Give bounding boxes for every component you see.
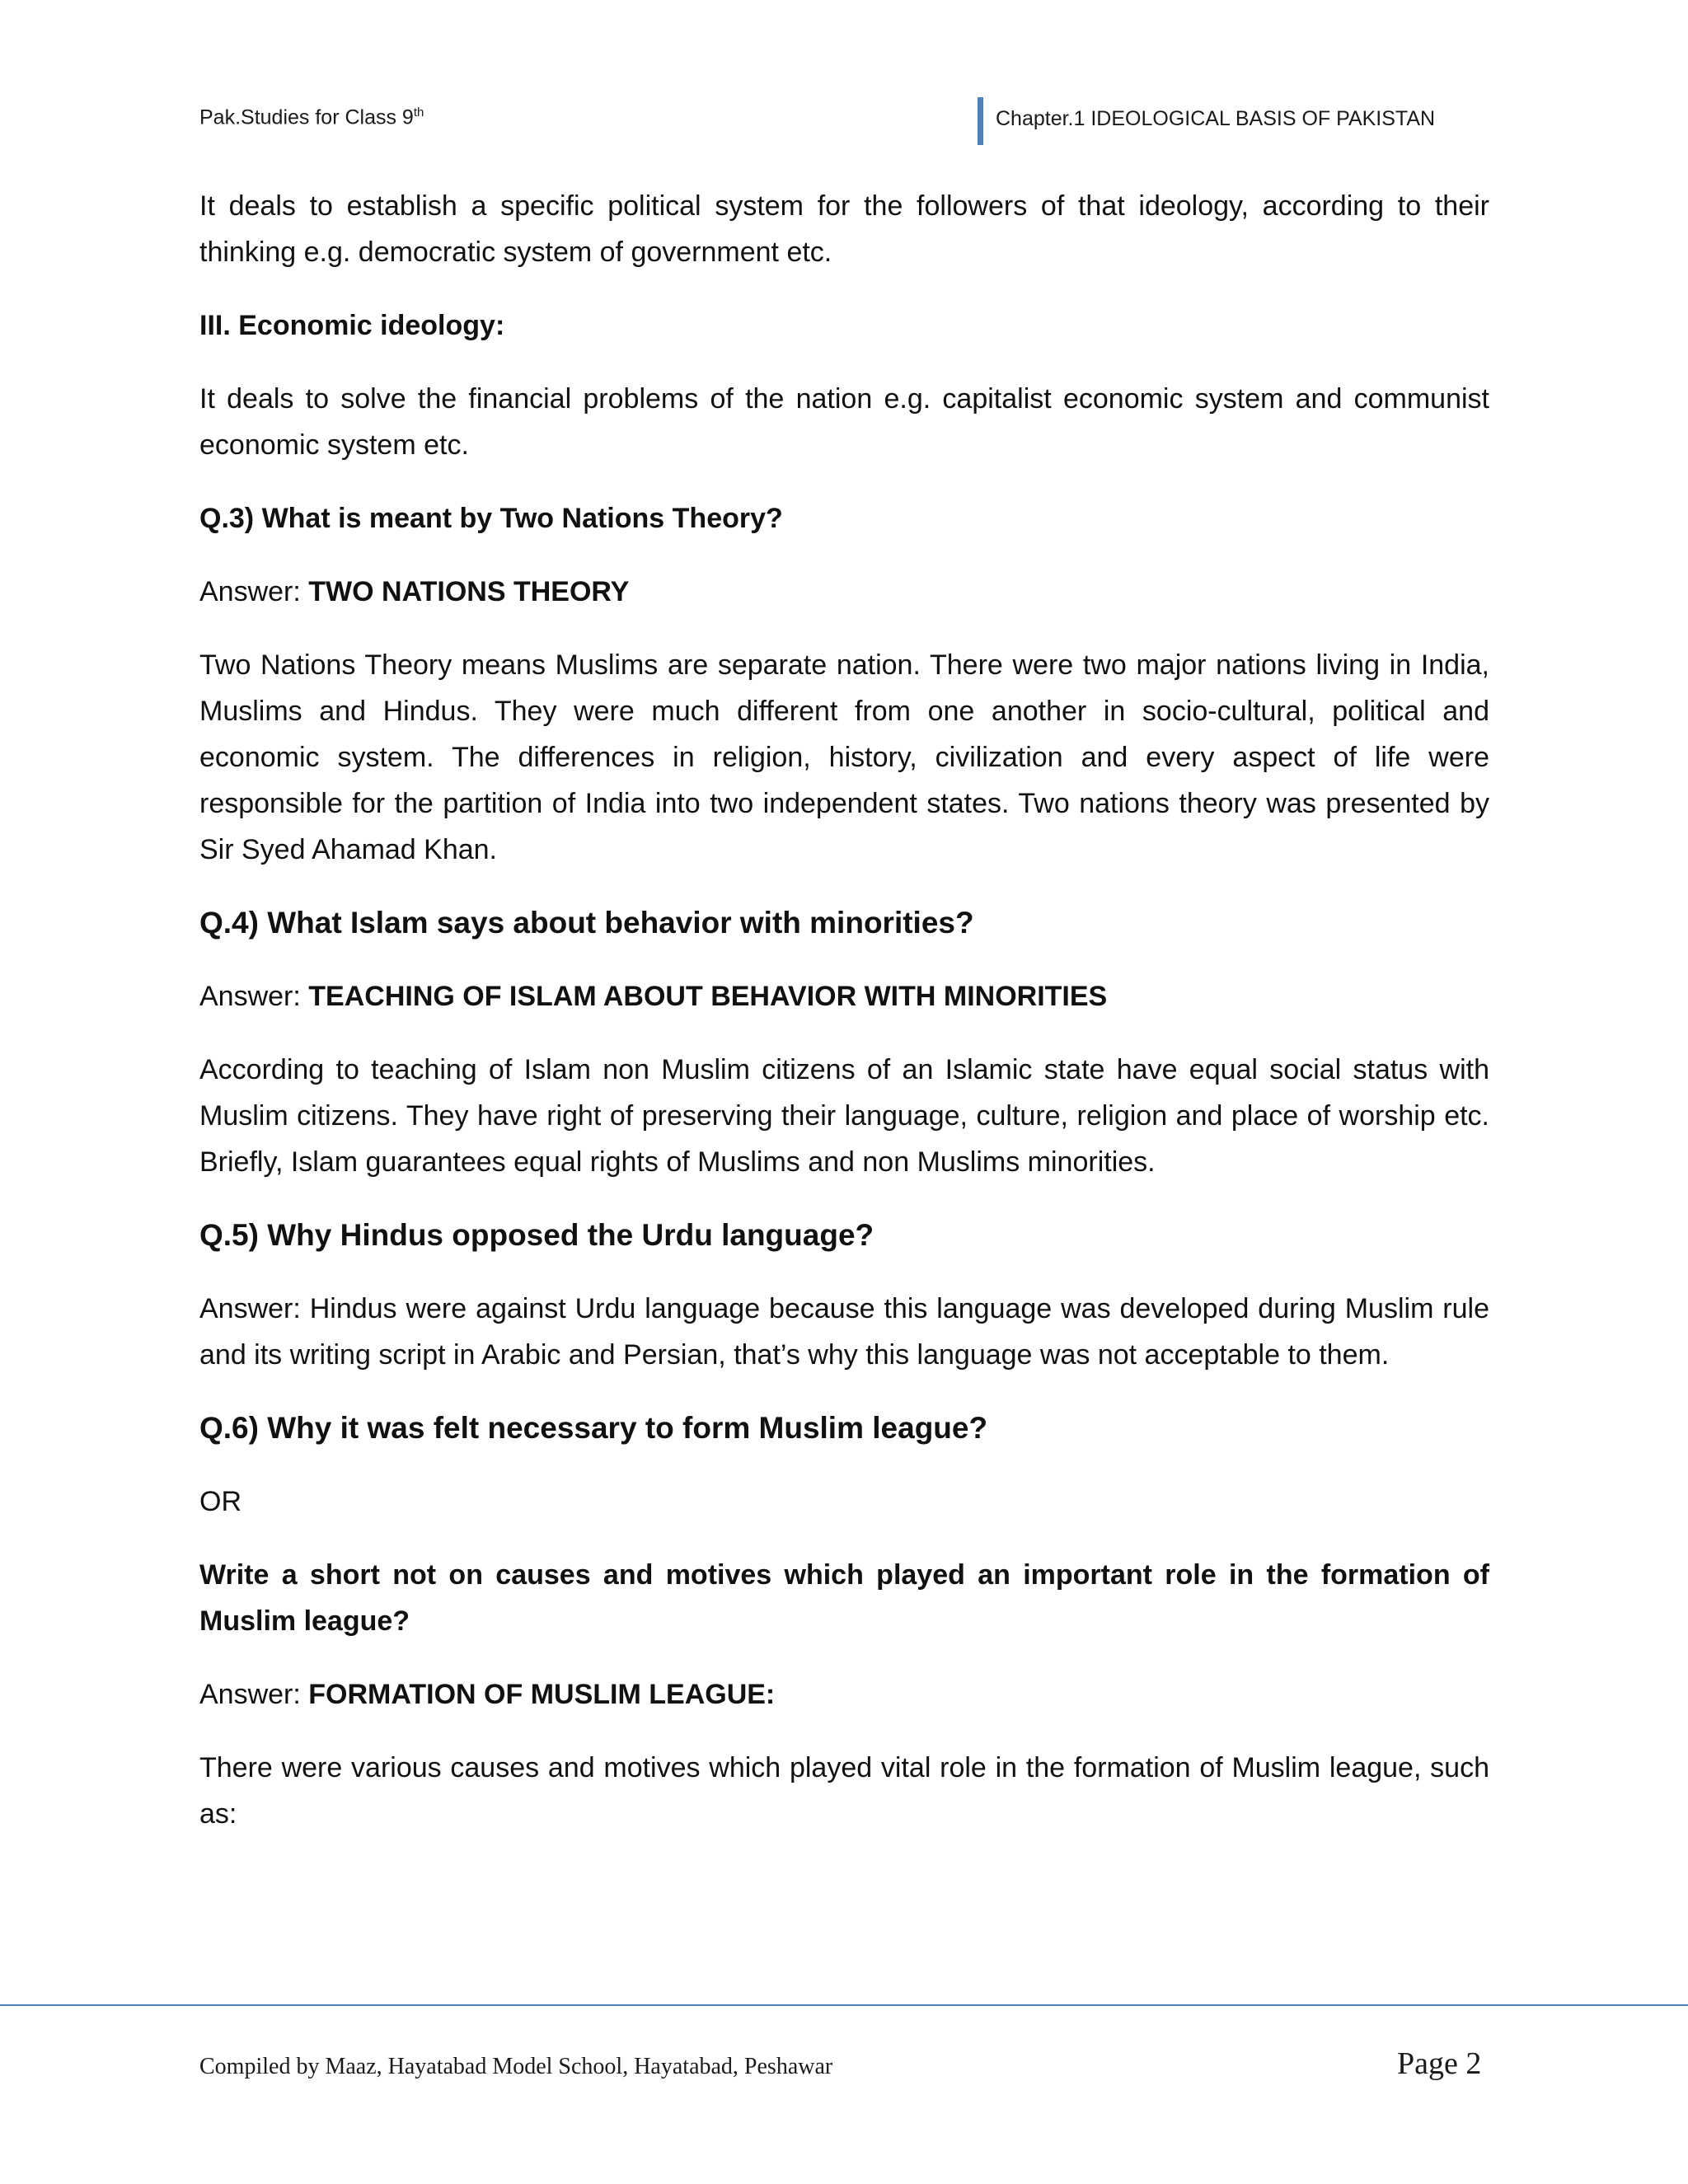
- paragraph-two-nations-theory: Two Nations Theory means Muslims are separate nation. There were two major nations living in India, Muslims and Hindus. They were much different from one another in socio-cultural, political and economic system. The differences in religion, history, civilization and every aspect of life were responsible for the partition of India into two independent states. Two nations theory was presented by Sir Syed Ahamad Khan.: [199, 649, 1489, 865]
- heading-economic-ideology: III. Economic ideology:: [199, 310, 505, 341]
- question-3: Q.3) What is meant by Two Nations Theory?: [199, 503, 783, 534]
- page-content: [199, 183, 1489, 1864]
- answer-prefix: Answer:: [199, 576, 309, 607]
- header-course-text: Pak.Studies for Class 9: [199, 105, 414, 129]
- question-4: Q.4) What Islam says about behavior with minorities?: [199, 906, 974, 940]
- paragraph-minorities: According to teaching of Islam non Muslim citizens of an Islamic state have equal social status with Muslim citizens. They have right of preserving their language, culture, religion and place of worship etc. Briefly, Islam guarantees equal rights of Muslims and non Muslims minorities.: [199, 1054, 1489, 1178]
- answer-3-line: [199, 569, 1489, 615]
- answer-6-line: [199, 1671, 1489, 1718]
- footer-credit: Compiled by Maaz, Hayatabad Model School, Hayatabad, Peshawar: [199, 2054, 833, 2079]
- answer-3-title: TWO NATIONS THEORY: [308, 576, 630, 607]
- answer-prefix: Answer:: [199, 981, 309, 1012]
- header-course-title: [199, 105, 424, 129]
- paragraph-muslim-league: There were various causes and motives which played vital role in the formation of Muslim league, such as:: [199, 1752, 1489, 1830]
- paragraph-political-ideology: It deals to establish a specific political system for the followers of that ideology, according to their thinking e.g. democratic system of government etc.: [199, 190, 1489, 268]
- question-5: Q.5) Why Hindus opposed the Urdu language?: [199, 1218, 874, 1252]
- paragraph-economic-ideology: It deals to solve the financial problems of the nation e.g. capitalist economic system and communist economic system etc.: [199, 383, 1489, 461]
- page-number: Page 2: [1397, 2046, 1482, 2081]
- question-6-alternate: Write a short not on causes and motives which played an important role in the formation of Muslim league?: [199, 1559, 1489, 1637]
- answer-4-title: TEACHING OF ISLAM ABOUT BEHAVIOR WITH MINORITIES: [308, 981, 1108, 1012]
- answer-prefix: Answer:: [199, 1679, 309, 1710]
- paragraph-urdu-language: Answer: Hindus were against Urdu language because this language was developed during Muslim rule and its writing script in Arabic and Persian, that’s why this language was not acceptable to them.: [199, 1293, 1489, 1371]
- answer-6-title: FORMATION OF MUSLIM LEAGUE:: [308, 1679, 776, 1710]
- answer-4-line: [199, 973, 1489, 1019]
- header-chapter-title: Chapter.1 IDEOLOGICAL BASIS OF PAKISTAN: [996, 107, 1436, 130]
- question-6: Q.6) Why it was felt necessary to form Muslim league?: [199, 1411, 988, 1445]
- or-separator: OR: [199, 1486, 241, 1517]
- header-accent-bar: [978, 97, 983, 145]
- header-course-superscript: th: [413, 105, 424, 120]
- footer-divider: [0, 2004, 1688, 2006]
